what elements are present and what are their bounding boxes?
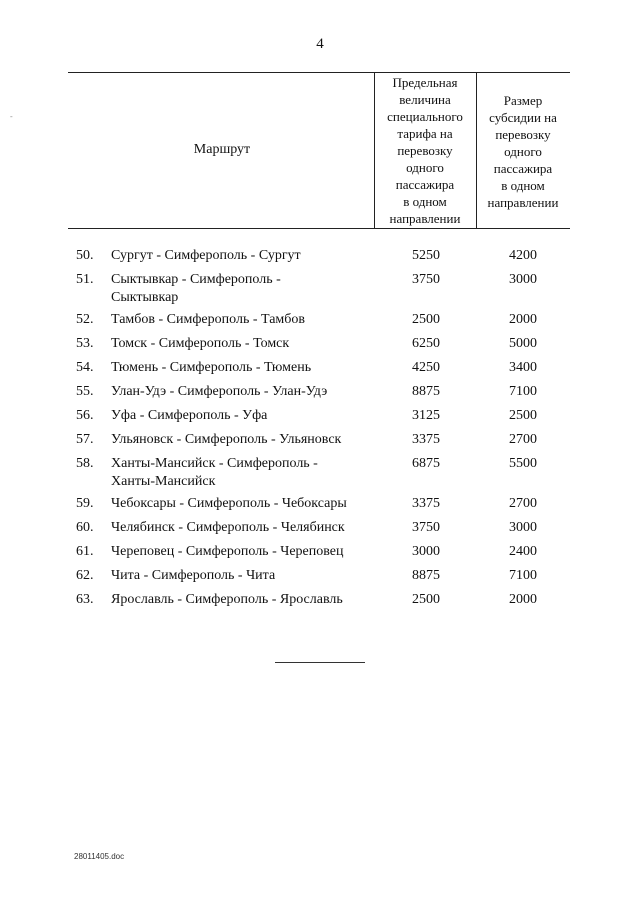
route-line: Тамбов - Симферополь - Тамбов	[111, 312, 305, 327]
subsidy-value: 3000	[509, 272, 537, 287]
route-name	[111, 519, 371, 537]
subsidy-value: 3400	[509, 360, 537, 375]
row-number: 58.	[76, 456, 94, 471]
tariff-value: 6875	[412, 456, 440, 471]
tariff-value: 3750	[412, 272, 440, 287]
table-header-bottom-rule	[68, 228, 570, 229]
subsidy-value: 5000	[509, 336, 537, 351]
route-name	[111, 359, 371, 377]
header-subsidy	[476, 92, 570, 211]
route-line: Улан-Удэ - Симферополь - Улан-Удэ	[111, 384, 328, 399]
subsidy-value: 7100	[509, 568, 537, 583]
row-number: 52.	[76, 312, 94, 327]
route-name	[111, 455, 371, 491]
header-line: направлении	[389, 211, 461, 226]
route-name	[111, 543, 371, 561]
subsidy-value: 7100	[509, 384, 537, 399]
end-divider	[275, 662, 365, 663]
route-line: Ханты-Мансийск	[111, 474, 216, 489]
header-line: в одном	[403, 194, 447, 209]
route-line: Челябинск - Симферополь - Челябинск	[111, 520, 345, 535]
header-line: Размер	[503, 93, 543, 108]
tariff-value: 3375	[412, 432, 440, 447]
route-name	[111, 431, 371, 449]
header-route: Маршрут	[193, 142, 251, 157]
header-line: в одном	[501, 178, 545, 193]
route-name	[111, 335, 371, 353]
header-line: одного	[504, 144, 542, 159]
tariff-value: 2500	[412, 592, 440, 607]
header-tariff	[374, 74, 476, 227]
row-number: 59.	[76, 496, 94, 511]
tariff-value: 8875	[412, 384, 440, 399]
route-line: Сыктывкар	[111, 290, 179, 305]
route-line: Томск - Симферополь - Томск	[111, 336, 290, 351]
route-name	[111, 407, 371, 425]
header-line: пассажира	[493, 161, 553, 176]
header-line: перевозку	[495, 127, 551, 142]
tariff-value: 2500	[412, 312, 440, 327]
route-line: Ханты-Мансийск - Симферополь -	[111, 456, 318, 471]
header-line: перевозку	[397, 143, 453, 158]
subsidy-value: 2400	[509, 544, 537, 559]
subsidy-value: 2700	[509, 432, 537, 447]
tariff-value: 6250	[412, 336, 440, 351]
header-line: одного	[406, 160, 444, 175]
subsidy-value: 3000	[509, 520, 537, 535]
route-line: Ульяновск - Симферополь - Ульяновск	[111, 432, 342, 447]
row-number: 60.	[76, 520, 94, 535]
subsidy-value: 2700	[509, 496, 537, 511]
subsidy-value: 4200	[509, 248, 537, 263]
tariff-value: 3125	[412, 408, 440, 423]
tariff-value: 4250	[412, 360, 440, 375]
row-number: 51.	[76, 272, 94, 287]
route-line: Ярославль - Симферополь - Ярославль	[111, 592, 343, 607]
subsidy-value: 5500	[509, 456, 537, 471]
header-line: Предельная	[392, 75, 458, 90]
row-number: 54.	[76, 360, 94, 375]
row-number: 62.	[76, 568, 94, 583]
route-name	[111, 591, 371, 609]
route-line: Череповец - Симферополь - Череповец	[111, 544, 344, 559]
header-line: специального	[387, 109, 463, 124]
route-line: Тюмень - Симферополь - Тюмень	[111, 360, 312, 375]
route-name	[111, 247, 371, 265]
route-name	[111, 567, 371, 585]
tariff-value: 3375	[412, 496, 440, 511]
stray-mark: -	[10, 112, 13, 121]
subsidy-value: 2500	[509, 408, 537, 423]
header-line: субсидии на	[489, 110, 557, 125]
row-number: 53.	[76, 336, 94, 351]
route-line: Сыктывкар - Симферополь -	[111, 272, 281, 287]
header-line: тарифа на	[397, 126, 453, 141]
route-name	[111, 383, 371, 401]
row-number: 61.	[76, 544, 94, 559]
page-number: 4	[316, 36, 324, 52]
route-name	[111, 271, 371, 307]
row-number: 57.	[76, 432, 94, 447]
tariff-value: 5250	[412, 248, 440, 263]
tariff-value: 3750	[412, 520, 440, 535]
route-name	[111, 495, 371, 513]
header-line: величина	[399, 92, 451, 107]
document-filename: 28011405.doc	[74, 852, 125, 861]
tariff-value: 3000	[412, 544, 440, 559]
row-number: 63.	[76, 592, 94, 607]
row-number: 55.	[76, 384, 94, 399]
header-line: направлении	[487, 195, 559, 210]
tariff-value: 8875	[412, 568, 440, 583]
route-line: Чебоксары - Симферополь - Чебоксары	[111, 496, 347, 511]
route-line: Уфа - Симферополь - Уфа	[111, 408, 268, 423]
route-line: Сургут - Симферополь - Сургут	[111, 248, 301, 263]
row-number: 50.	[76, 248, 94, 263]
subsidy-value: 2000	[509, 592, 537, 607]
route-line: Чита - Симферополь - Чита	[111, 568, 276, 583]
subsidy-value: 2000	[509, 312, 537, 327]
row-number: 56.	[76, 408, 94, 423]
route-name	[111, 311, 371, 329]
header-line: пассажира	[395, 177, 455, 192]
table-top-rule	[68, 72, 570, 73]
